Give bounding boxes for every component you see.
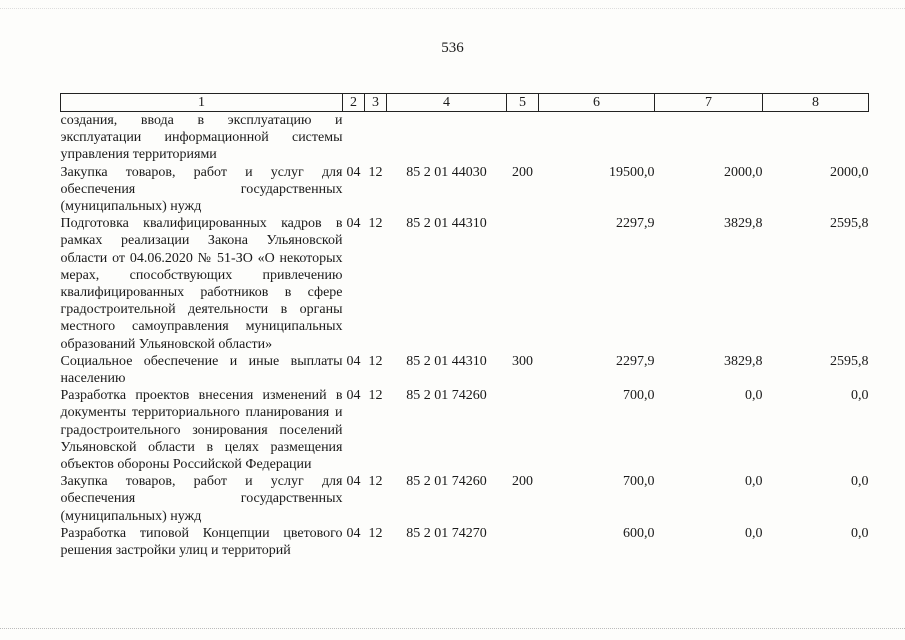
- scan-edge-top: [0, 8, 905, 9]
- row-amount-8: [763, 112, 869, 164]
- row-amount-6: 700,0: [623, 474, 655, 490]
- row-amount-8: 0,0: [851, 474, 869, 490]
- row-section: 04: [346, 353, 361, 369]
- budget-table: [60, 93, 869, 559]
- row-target-article: 85 2 01 74270: [406, 525, 487, 541]
- header-cell: 4: [387, 94, 507, 112]
- row-section: 04: [346, 388, 361, 404]
- row-section: 04: [346, 525, 361, 541]
- row-target-article: 85 2 01 44310: [406, 353, 487, 369]
- table-row: [61, 164, 869, 216]
- row-target-article: 85 2 01 44310: [406, 216, 487, 232]
- row-amount-6: 2297,9: [616, 216, 655, 232]
- row-expense-type: 200: [512, 474, 533, 490]
- table-row: [61, 473, 869, 525]
- row-amount-8: 2595,8: [830, 353, 869, 369]
- row-expense-type: [507, 215, 539, 353]
- row-name: Закупка товаров, работ и услуг для обеспечения государственных (муниципальных) нужд: [60, 474, 343, 524]
- row-amount-7: 2000,0: [724, 164, 763, 180]
- row-amount-7: 0,0: [745, 388, 763, 404]
- row-target-article: [387, 112, 507, 164]
- row-expense-type: 300: [512, 353, 533, 369]
- row-amount-6: 700,0: [623, 388, 655, 404]
- row-amount-6: [539, 112, 655, 164]
- row-subsection: 12: [368, 388, 383, 404]
- row-name: Подготовка квалифицированных кадров в рамках реализации Закона Ульяновской области от 04.06.2020 № 51-ЗО «О некоторых мерах, способствующих привлечению квалифицированных работников в сфере градостроительной деятельности в органы местного самоуправления муниципальных образований Ульяновской области»: [60, 216, 343, 352]
- row-subsection: 12: [368, 525, 383, 541]
- scan-edge-bottom: [0, 628, 905, 629]
- header-cell: 7: [655, 94, 763, 112]
- row-section: 04: [346, 474, 361, 490]
- row-section: 04: [346, 216, 361, 232]
- row-section: 04: [346, 164, 361, 180]
- header-cell: 5: [507, 94, 539, 112]
- row-subsection: 12: [368, 353, 383, 369]
- row-target-article: 85 2 01 74260: [406, 474, 487, 490]
- row-section: [343, 112, 365, 164]
- row-expense-type: [507, 525, 539, 559]
- row-amount-7: 3829,8: [724, 353, 763, 369]
- row-name: Социальное обеспечение и иные выплаты населению: [60, 353, 343, 387]
- row-subsection: 12: [368, 164, 383, 180]
- header-cell: 6: [539, 94, 655, 112]
- row-amount-7: 0,0: [745, 474, 763, 490]
- row-amount-6: 2297,9: [616, 353, 655, 369]
- row-subsection: 12: [368, 216, 383, 232]
- row-amount-8: 2595,8: [830, 216, 869, 232]
- row-amount-7: 3829,8: [724, 216, 763, 232]
- header-cell: 2: [343, 94, 365, 112]
- row-amount-8: 2000,0: [830, 164, 869, 180]
- row-target-article: 85 2 01 74260: [406, 388, 487, 404]
- row-amount-8: 0,0: [851, 388, 869, 404]
- row-subsection: [365, 112, 387, 164]
- row-expense-type: [507, 387, 539, 473]
- row-name: Разработка проектов внесения изменений в документы территориального планирования и градостроительного зонирования поселений Ульяновской области в целях размещения объектов обороны Российской Федерации: [60, 388, 343, 473]
- table-row: [61, 112, 869, 164]
- row-amount-8: 0,0: [851, 525, 869, 541]
- table-row: [61, 353, 869, 387]
- row-amount-6: 19500,0: [609, 164, 655, 180]
- row-amount-6: 600,0: [623, 525, 655, 541]
- row-expense-type: 200: [512, 164, 533, 180]
- header-cell: 1: [61, 94, 343, 112]
- table-row: [61, 387, 869, 473]
- row-amount-7: 0,0: [745, 525, 763, 541]
- row-name: Закупка товаров, работ и услуг для обеспечения государственных (муниципальных) нужд: [60, 164, 343, 215]
- header-cell: 8: [763, 94, 869, 112]
- row-amount-7: [655, 112, 763, 164]
- table-row: [61, 525, 869, 559]
- row-name: создания, ввода в эксплуатацию и эксплуатации информационной системы управления территориями: [60, 113, 343, 163]
- table-row: [61, 215, 869, 353]
- header-cell: 3: [365, 94, 387, 112]
- row-name: Разработка типовой Концепции цветового решения застройки улиц и территорий: [60, 525, 343, 559]
- page-number: 536: [441, 40, 464, 56]
- header-row: [61, 94, 869, 112]
- row-subsection: 12: [368, 474, 383, 490]
- row-expense-type: [507, 112, 539, 164]
- row-target-article: 85 2 01 44030: [406, 164, 487, 180]
